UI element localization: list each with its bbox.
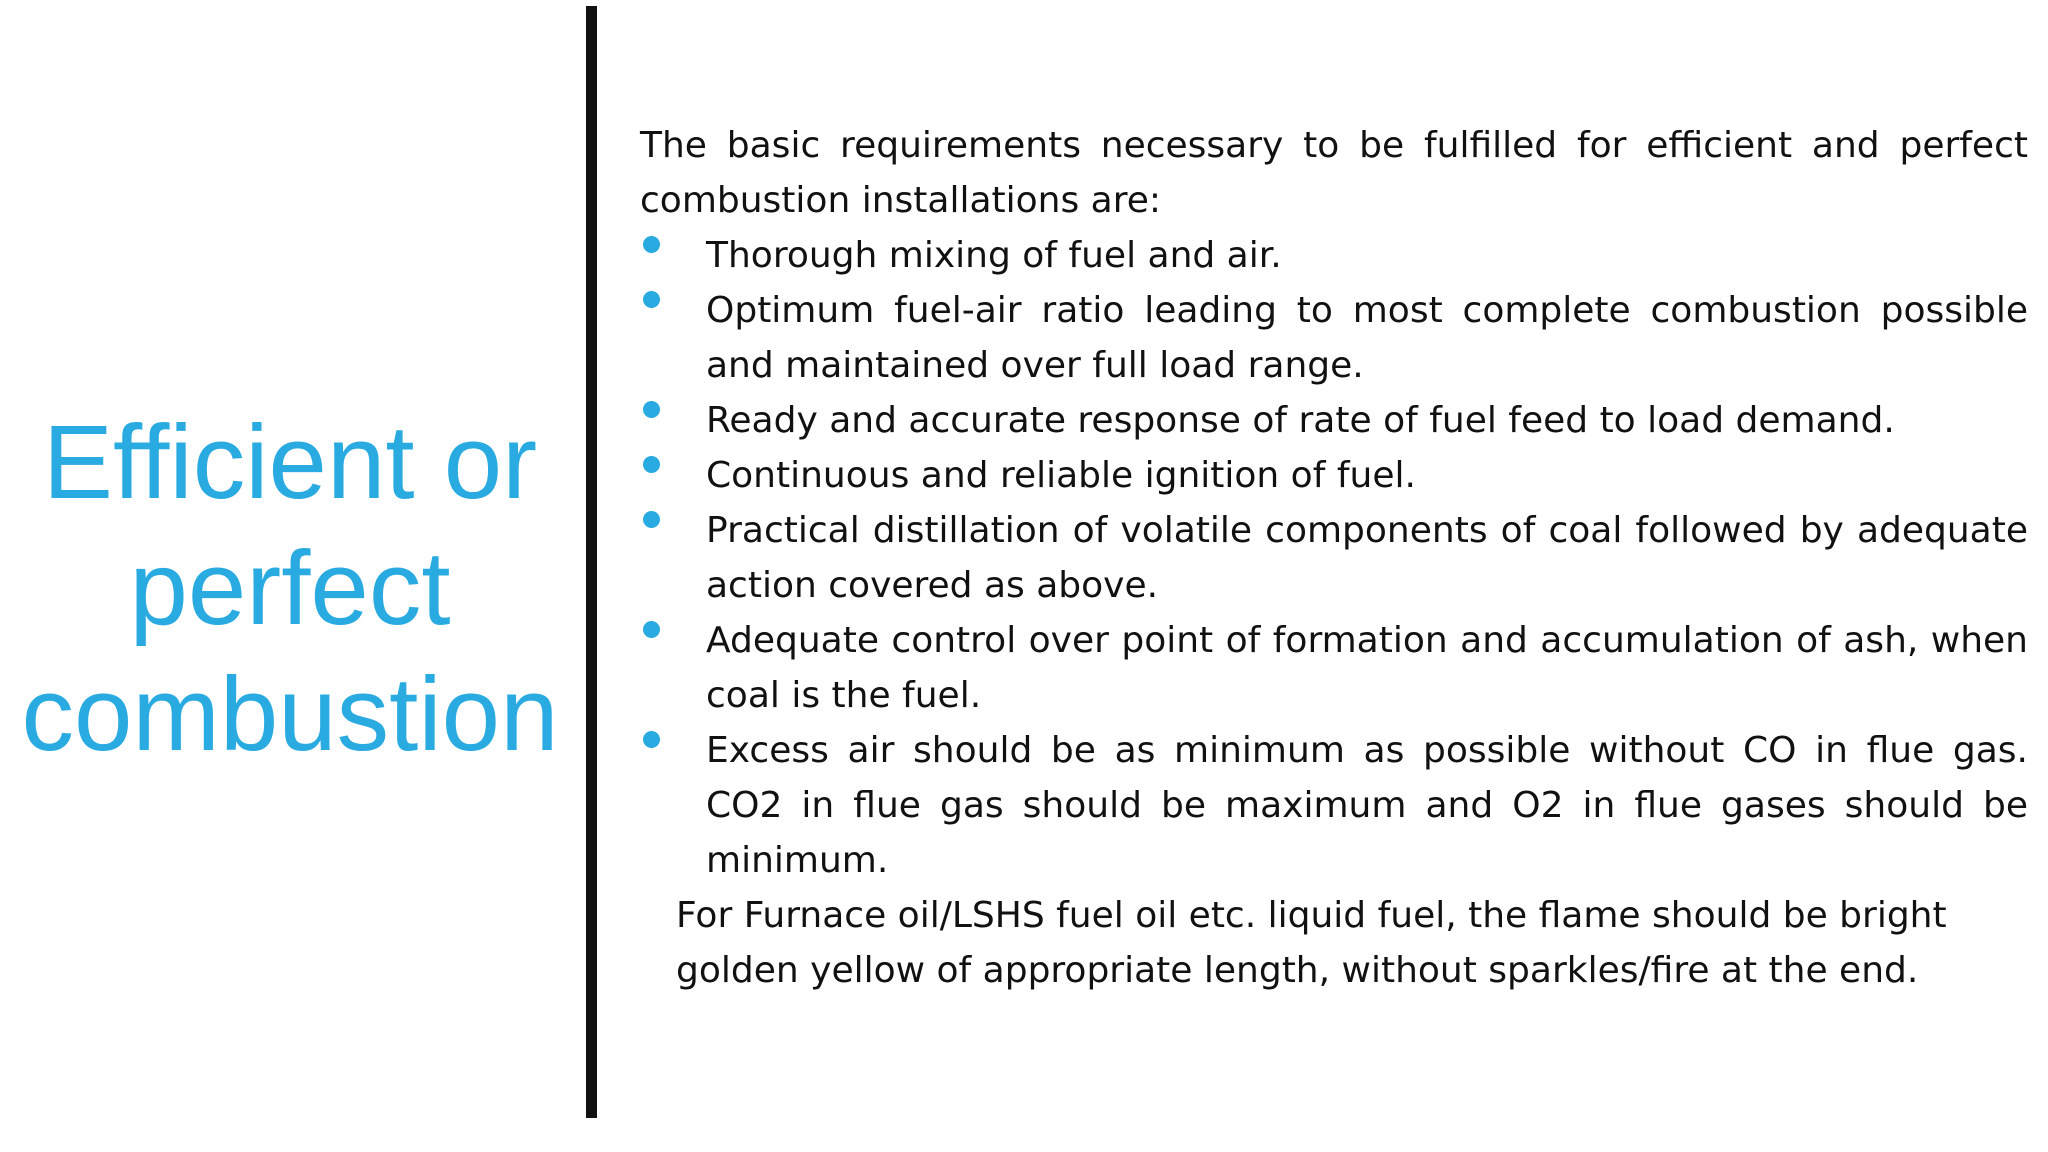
title-line-3: combustion <box>21 656 559 773</box>
bullet-dot-icon <box>643 621 660 638</box>
bullet-dot-icon <box>643 456 660 473</box>
list-item <box>640 503 2028 613</box>
content-body <box>640 118 2028 998</box>
vertical-divider <box>586 6 597 1118</box>
list-item-text: Adequate control over point of formation and accumulation of ash, when coal is the fuel. <box>706 620 2028 716</box>
list-item-text: Ready and accurate response of rate of fuel feed to load demand. <box>706 400 1895 441</box>
bullet-dot-icon <box>643 731 660 748</box>
list-item <box>640 228 2028 283</box>
bullet-dot-icon <box>643 291 660 308</box>
slide-title <box>0 400 580 778</box>
bullet-dot-icon <box>643 236 660 253</box>
liquid-fuel-note: For Furnace oil/LSHS fuel oil etc. liquid fuel, the flame should be bright golden yellow of appropriate length, without sparkles/fire at the end. <box>676 895 1947 991</box>
list-item-text: Optimum fuel-air ratio leading to most complete combustion possible and maintained over full load range. <box>706 290 2028 386</box>
list-item-text: Continuous and reliable ignition of fuel. <box>706 455 1416 496</box>
list-item <box>640 448 2028 503</box>
intro-paragraph: The basic requirements necessary to be fulfilled for efficient and perfect combustion installations are: <box>640 125 2028 221</box>
list-item <box>640 723 2028 888</box>
list-item <box>640 613 2028 723</box>
list-item <box>640 393 2028 448</box>
list-item-text: Practical distillation of volatile components of coal followed by adequate action covered as above. <box>706 510 2028 606</box>
title-line-2: perfect <box>129 530 451 647</box>
requirements-list <box>640 228 2028 888</box>
bullet-dot-icon <box>643 511 660 528</box>
bullet-dot-icon <box>643 401 660 418</box>
list-item <box>640 283 2028 393</box>
list-item-text: Thorough mixing of fuel and air. <box>706 235 1282 276</box>
list-item-text: Excess air should be as minimum as possible without CO in flue gas. CO2 in flue gas should be maximum and O2 in flue gases should be minimum. <box>706 730 2028 881</box>
title-line-1: Efficient or <box>42 404 538 521</box>
